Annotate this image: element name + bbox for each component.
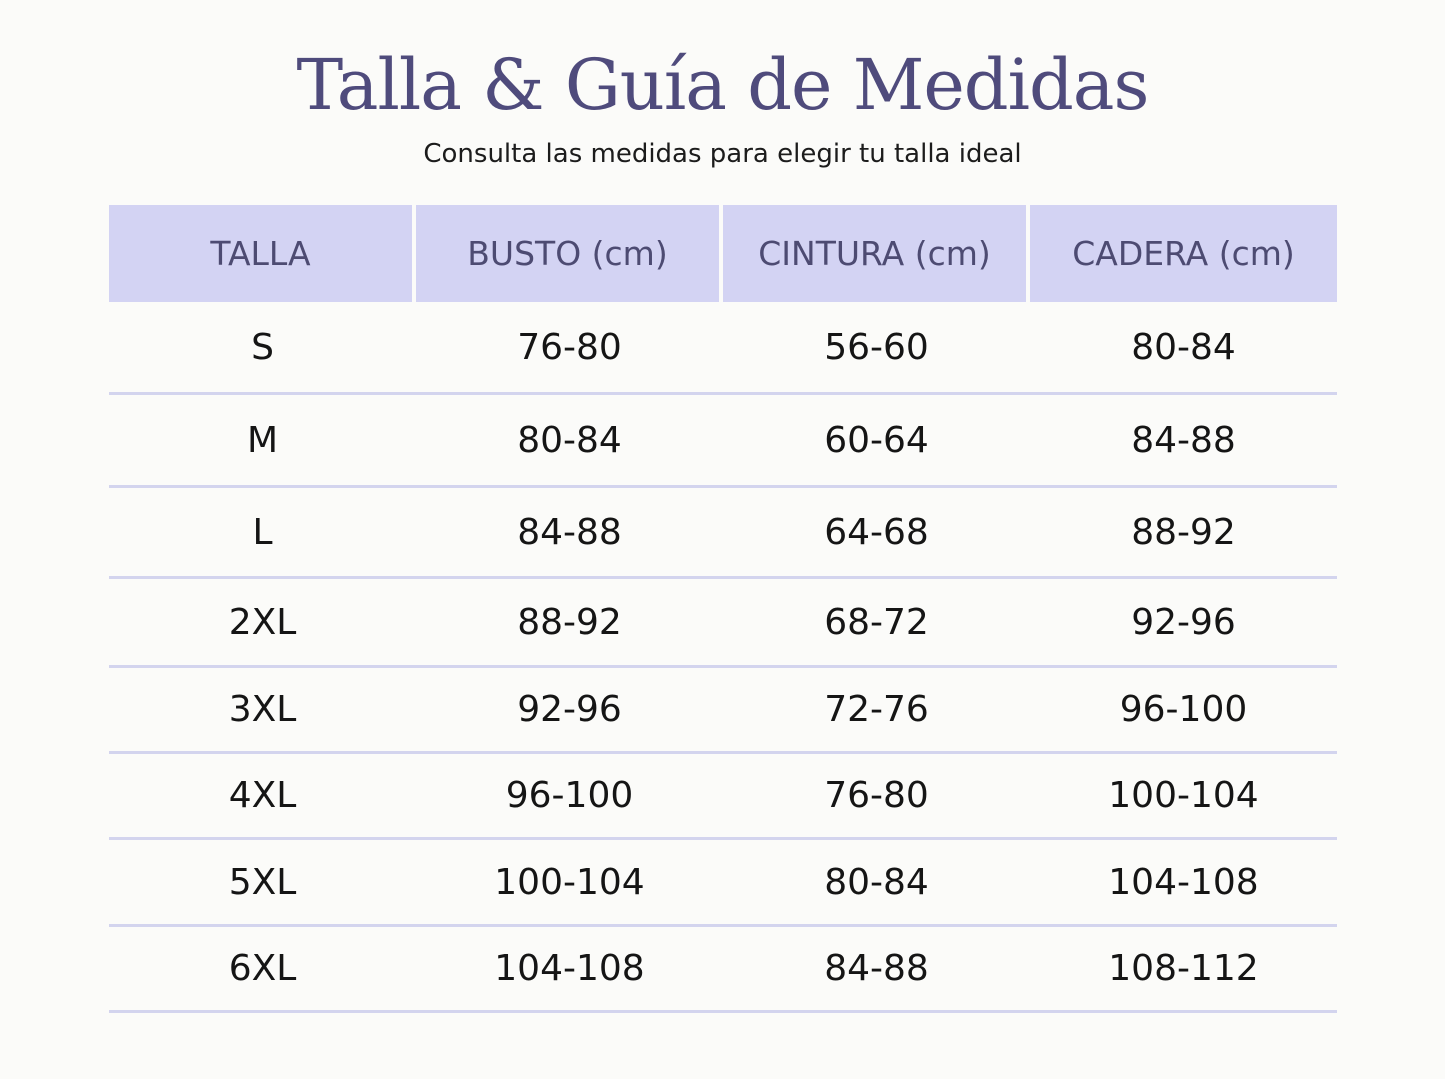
cell-cintura: 56-60 <box>723 302 1030 395</box>
cell-cintura: 60-64 <box>723 395 1030 488</box>
cell-cintura: 84-88 <box>723 927 1030 1013</box>
cell-cadera: 108-112 <box>1030 927 1337 1013</box>
cell-busto: 104-108 <box>416 927 723 1013</box>
cell-cadera: 104-108 <box>1030 840 1337 927</box>
cell-talla: L <box>109 488 416 579</box>
cell-cadera: 96-100 <box>1030 668 1337 754</box>
cell-talla: 6XL <box>109 927 416 1013</box>
table-row <box>109 579 1337 668</box>
table-row <box>109 488 1337 579</box>
cell-talla: 4XL <box>109 754 416 840</box>
cell-cadera: 92-96 <box>1030 579 1337 668</box>
table-row <box>109 395 1337 488</box>
cell-cintura: 72-76 <box>723 668 1030 754</box>
header-talla: TALLA <box>109 205 416 302</box>
header-busto: BUSTO (cm) <box>416 205 723 302</box>
table-row <box>109 668 1337 754</box>
cell-talla: 3XL <box>109 668 416 754</box>
cell-cadera: 84-88 <box>1030 395 1337 488</box>
cell-cintura: 68-72 <box>723 579 1030 668</box>
table-header <box>109 205 1337 302</box>
cell-cintura: 80-84 <box>723 840 1030 927</box>
cell-busto: 96-100 <box>416 754 723 840</box>
table-body <box>109 302 1337 1013</box>
header-row <box>109 205 1337 302</box>
cell-cadera: 80-84 <box>1030 302 1337 395</box>
cell-talla: 5XL <box>109 840 416 927</box>
cell-busto: 100-104 <box>416 840 723 927</box>
cell-busto: 84-88 <box>416 488 723 579</box>
page-title: Talla & Guía de Medidas <box>296 44 1149 126</box>
table-row <box>109 302 1337 395</box>
page-subtitle: Consulta las medidas para elegir tu talla ideal <box>423 139 1022 169</box>
cell-busto: 80-84 <box>416 395 723 488</box>
cell-busto: 88-92 <box>416 579 723 668</box>
table-row <box>109 927 1337 1013</box>
cell-cadera: 88-92 <box>1030 488 1337 579</box>
cell-busto: 76-80 <box>416 302 723 395</box>
cell-cintura: 64-68 <box>723 488 1030 579</box>
cell-busto: 92-96 <box>416 668 723 754</box>
size-chart-table <box>109 205 1337 1013</box>
header-cintura: CINTURA (cm) <box>723 205 1030 302</box>
header-cadera: CADERA (cm) <box>1030 205 1337 302</box>
cell-cadera: 100-104 <box>1030 754 1337 840</box>
table-row <box>109 754 1337 840</box>
table-row <box>109 840 1337 927</box>
cell-talla: S <box>109 302 416 395</box>
cell-cintura: 76-80 <box>723 754 1030 840</box>
cell-talla: 2XL <box>109 579 416 668</box>
cell-talla: M <box>109 395 416 488</box>
